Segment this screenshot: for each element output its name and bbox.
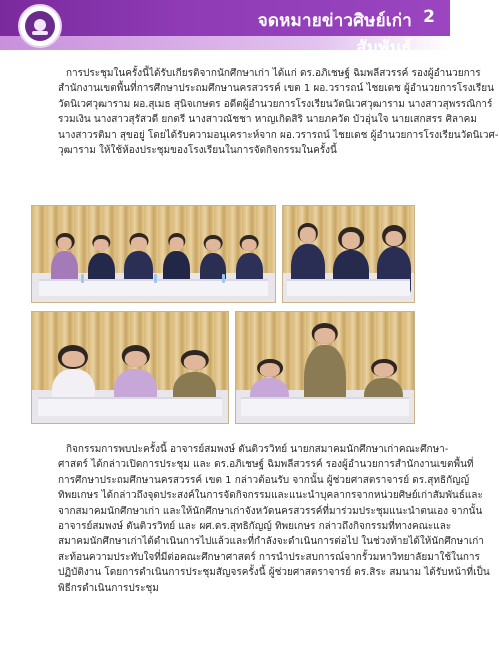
- paragraph-line: พิธีกรดำเนินการประชุม: [58, 582, 159, 594]
- newsletter-title: จดหมายข่าวศิษย์เก่าสัมพันธ์: [257, 11, 412, 58]
- face: [62, 351, 84, 368]
- speaker-closeup-photo: [282, 205, 415, 303]
- paragraph-line: กิจกรรมการพบปะครั้งนี้ อาจารย์สมพงษ์ ตันติวรวิทย์ นายกสมาคมนักศึกษาเก่าคณะศึกษา-: [66, 444, 449, 455]
- face: [94, 239, 109, 251]
- face: [206, 239, 221, 251]
- face: [300, 227, 316, 242]
- seal-emblem: [25, 11, 55, 41]
- face: [242, 239, 257, 251]
- meeting-table: [241, 397, 408, 417]
- page-number: 2: [423, 7, 435, 27]
- water-bottle: [81, 274, 84, 283]
- paragraph-line: สำนักงานเขตพื้นที่การศึกษาประถมศึกษานครสวรรค์ เขต 1 ผอ.วรารถน์ ไชยเดช ผู้อำนวยการโรงเรียน: [58, 83, 494, 95]
- seal-base: [32, 31, 48, 35]
- association-seal-icon: [18, 4, 62, 48]
- seal-figure: [34, 19, 46, 31]
- paragraph-line: นางสาวรติมา สุขอยู่ โดยได้รับความอนุเคราะห์จาก ผอ.วรารถน์ ไชยเดช ผู้อำนวยการโรงเรียนวัดนิเวศ-: [58, 129, 499, 141]
- paragraph-line: ปฏิบัติงาน โดยการดำเนินการประชุมสัญจรครั้งนี้ ผู้ช่วยศาสตราจารย์ ดร.สิระ สมนาม ได้รับหน้าที่เป็น: [58, 567, 490, 579]
- face: [131, 237, 147, 250]
- paragraph-line: จากสมาคมนักศึกษาเก่า และให้นักศึกษาเก่าจังหวัดนครสวรรค์ที่มาร่วมประชุมแนะนำตนเอง จากนั้น: [58, 505, 483, 517]
- face: [314, 328, 335, 344]
- presenter-standing-photo: [235, 311, 415, 424]
- paragraph-line: สะท้อนความประทับใจที่มีต่อคณะศึกษาศาสตร์ การนำประสบการณ์จากรั้วมหาวิทยาลัยมาใช้ในการ: [58, 551, 480, 563]
- paragraph-line: รวมเงิน นางสาวสุรัสวดี ยกตรี นางสาวณัชชา หาญเกิดสิริ นายภควัต บัวอุ่นใจ นายเสกสรร ศิลาคม: [58, 114, 477, 126]
- face: [57, 237, 72, 250]
- paragraph-line: สมาคมนักศึกษาเก่าได้ดำเนินการไปแล้วและที่กำลังจะดำเนินการต่อไป ในช่วงท้ายได้ให้นักศึกษาเก่า: [58, 536, 484, 548]
- face: [260, 363, 280, 377]
- paragraph-line: วุฒาราม ให้ใช้ห้องประชุมของโรงเรียนในการจัดกิจกรรมในครั้งนี้: [58, 144, 337, 156]
- water-bottle: [154, 274, 157, 283]
- face: [125, 351, 147, 368]
- face: [342, 232, 360, 248]
- paragraph-line: ศาสตร์ ได้กล่าวเปิดการประชุม และ ดร.อภิเชษฐ์ ฉิมพลีสวรรค์ รองผู้อำนวยการสำนักงานเขตพื้นที่: [58, 459, 474, 471]
- face: [169, 237, 184, 250]
- water-bottle: [222, 274, 225, 283]
- header-banner: [0, 0, 450, 58]
- article-paragraph-1: [58, 66, 499, 158]
- paragraph-line: อาจารย์สมพงษ์ ตันติวรวิทย์ และ ผศ.ดร.สุทธิกัญญ์ ทิพยเกษร กล่าวถึงกิจกรรมที่ทางคณะและ: [58, 520, 452, 532]
- paragraph-line: การประชุมในครั้งนี้ได้รับเกียรติจากนักศึกษาเก่า ได้แก่ ดร.อภิเชษฐ์ ฉิมพลีสวรรค์ รองผู้อำนวยการ: [66, 68, 481, 79]
- article-paragraph-2: [58, 442, 490, 596]
- face: [374, 363, 394, 377]
- meeting-table: [287, 279, 410, 296]
- paragraph-line: การศึกษาประถมศึกษานครสวรรค์ เขต 1 กล่าวต้อนรับ จากนั้น ผู้ช่วยศาสตราจารย์ ดร.สุทธิกัญญ์: [58, 474, 470, 486]
- participants-mic-photo: [31, 311, 229, 424]
- group-meeting-photo: [31, 205, 276, 303]
- paragraph-line: ทิพยเกษร ได้กล่าวถึงจุดประสงค์ในการจัดกิจกรรมและแนะนำบุคลากรจากหน่วยศิษย์เก่าสัมพันธ์และ: [58, 490, 483, 502]
- face: [386, 231, 403, 246]
- meeting-table: [38, 397, 222, 417]
- paragraph-line: วัดนิเวศวุฒาราม ผอ.สุเมธ สุนิจเกษตร อดีตผู้อำนวยการโรงเรียนวัดนิเวศวุฒาราม นางสาวสุพรรณิการ์: [58, 98, 493, 110]
